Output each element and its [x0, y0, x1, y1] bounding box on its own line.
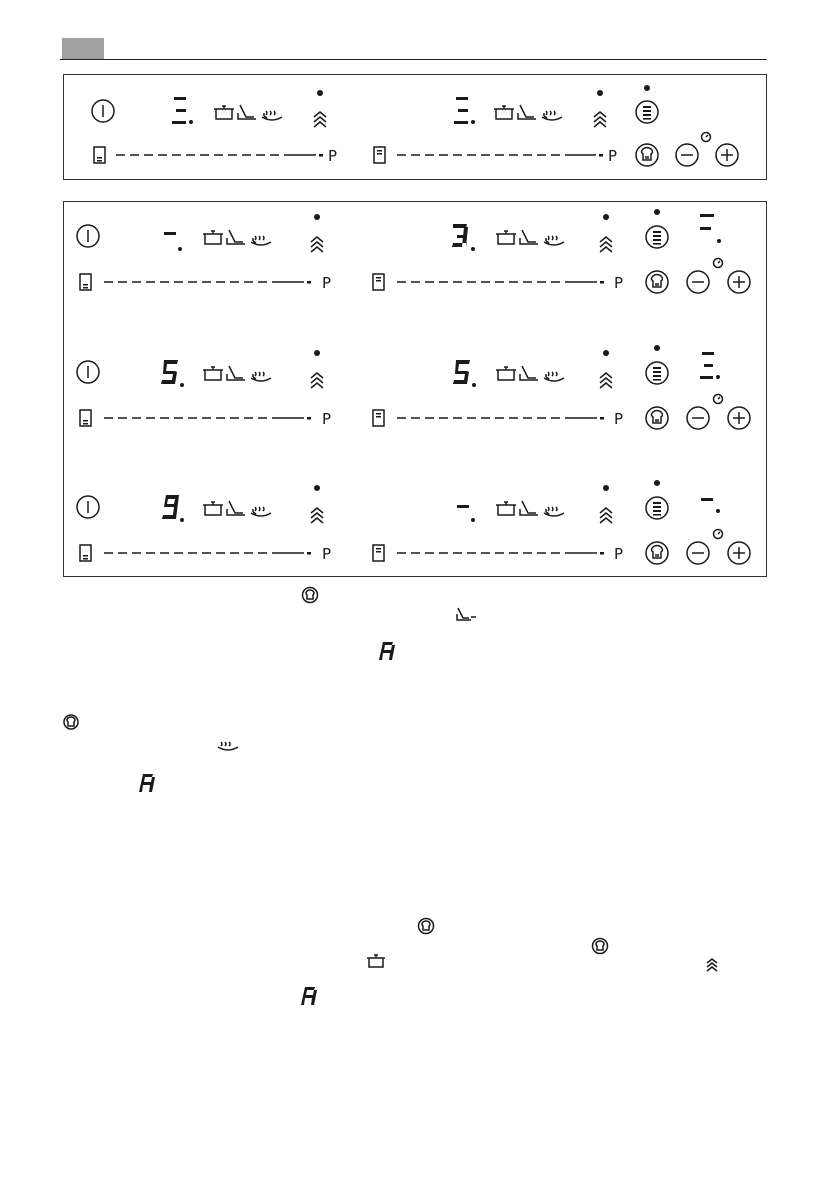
chef-hat-icon — [636, 144, 658, 166]
timer-digit-display — [700, 214, 721, 243]
p-label: P — [322, 545, 332, 563]
timer-digit-display — [701, 498, 720, 513]
power-slider — [104, 552, 311, 555]
zone-selector-icon — [373, 410, 384, 426]
zone-selector-icon — [373, 274, 384, 290]
zone-digit-display — [453, 360, 476, 387]
cooking-mode-icons — [496, 501, 564, 516]
level-icon — [646, 362, 668, 384]
power-icon — [77, 361, 99, 383]
indicator-dot — [597, 90, 603, 96]
minus-button — [687, 271, 709, 293]
boost-icon — [703, 957, 721, 975]
zone-digit-display — [164, 232, 182, 251]
boost-icon — [311, 373, 323, 388]
plus-button — [728, 271, 750, 293]
boost-icon — [600, 237, 612, 252]
cooking-zone-row — [77, 209, 750, 293]
timer-icon — [714, 395, 723, 404]
simmer-icon — [217, 738, 239, 752]
zone-digit-display — [454, 97, 475, 124]
cooking-mode-icons — [496, 366, 564, 381]
zone-digit-display — [162, 495, 184, 522]
a-segment-icon — [300, 985, 320, 1005]
boost-icon — [311, 508, 323, 523]
minus-button — [676, 144, 698, 166]
indicator-dot — [603, 214, 609, 220]
boost-icon — [314, 112, 326, 127]
control-panel-top — [63, 74, 767, 180]
chef-hat-icon — [646, 407, 668, 429]
indicator-dot — [314, 485, 320, 491]
indicator-dot — [654, 345, 660, 351]
minus-button — [687, 407, 709, 429]
timer-icon — [714, 259, 723, 268]
plus-button — [716, 144, 738, 166]
a-segment-icon — [378, 640, 398, 660]
panel-bottom-drawing — [64, 202, 766, 576]
chef-hat-icon — [646, 542, 668, 564]
zone-digit-display — [457, 505, 475, 522]
cooking-mode-icons — [214, 105, 282, 120]
zone-digit-display — [161, 360, 184, 387]
power-slider — [116, 147, 337, 165]
chef-hat-icon — [590, 936, 610, 956]
indicator-dot — [644, 85, 650, 91]
boost-icon — [594, 112, 606, 127]
minus-button — [687, 542, 709, 564]
power-slider — [397, 281, 604, 284]
timer-digit-display — [700, 352, 720, 379]
plus-button — [728, 542, 750, 564]
level-icon — [646, 497, 668, 519]
power-slider — [397, 552, 604, 555]
p-label: P — [328, 147, 338, 165]
indicator-dot — [603, 350, 609, 356]
power-slider — [104, 281, 311, 284]
p-label: P — [614, 410, 624, 428]
zone-selector-icon — [373, 545, 384, 561]
zone-selector-icon — [374, 147, 385, 163]
boost-icon — [311, 237, 323, 252]
zone-selector-icon — [80, 410, 91, 426]
cooking-mode-icons — [203, 366, 271, 381]
chef-hat-icon — [646, 271, 668, 293]
level-icon — [646, 226, 668, 248]
pan-icon — [455, 606, 479, 624]
power-icon — [92, 100, 114, 122]
power-icon — [77, 225, 99, 247]
p-label: P — [608, 147, 618, 165]
chef-hat-icon — [62, 713, 80, 731]
panel-top-drawing — [64, 75, 766, 179]
level-icon — [636, 101, 658, 123]
indicator-dot — [654, 209, 660, 215]
power-slider — [104, 417, 311, 420]
control-panel-bottom — [63, 201, 767, 577]
timer-icon — [714, 530, 723, 539]
header-rule — [60, 59, 767, 60]
section-marker-tab — [62, 38, 104, 59]
pot-icon — [366, 953, 386, 969]
zone-digit-display — [452, 224, 475, 251]
chef-hat-icon — [300, 585, 320, 605]
p-label: P — [614, 545, 624, 563]
boost-icon — [600, 508, 612, 523]
boost-icon — [600, 373, 612, 388]
indicator-dot — [314, 214, 320, 220]
cooking-mode-icons — [494, 105, 562, 120]
chef-hat-icon — [416, 916, 436, 936]
power-icon — [77, 496, 99, 518]
zone-selector-icon — [94, 147, 105, 163]
cooking-zone-row — [77, 345, 750, 429]
indicator-dot — [603, 485, 609, 491]
power-slider — [397, 147, 617, 165]
p-label: P — [614, 274, 624, 292]
zone-selector-icon — [80, 274, 91, 290]
p-label: P — [322, 274, 332, 292]
a-segment-icon — [138, 772, 158, 792]
timer-icon — [702, 133, 711, 142]
cooking-mode-icons — [203, 501, 271, 516]
cooking-mode-icons — [496, 230, 564, 245]
power-slider — [397, 417, 604, 420]
cooking-mode-icons — [203, 230, 271, 245]
cooking-zone-row — [77, 480, 750, 564]
indicator-dot — [654, 480, 660, 486]
indicator-dot — [314, 350, 320, 356]
p-label: P — [322, 410, 332, 428]
plus-button — [728, 407, 750, 429]
zone-digit-display — [172, 97, 193, 124]
zone-selector-icon — [80, 545, 91, 561]
indicator-dot — [317, 90, 323, 96]
